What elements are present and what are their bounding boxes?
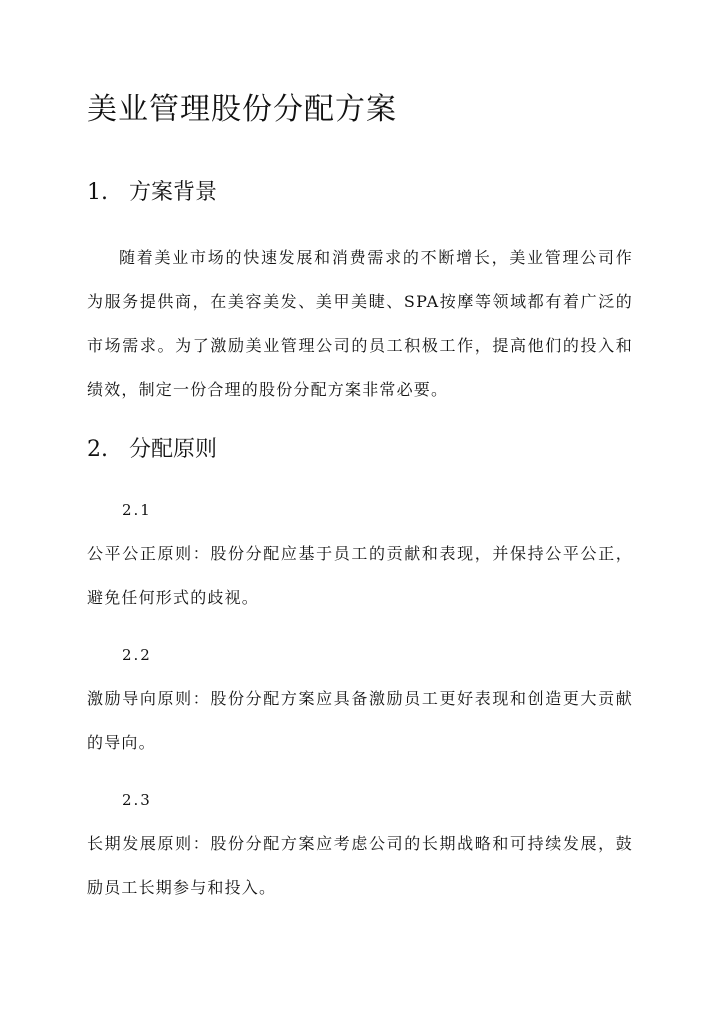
- document-title: 美业管理股份分配方案: [87, 92, 397, 127]
- section-title: 分配原则: [129, 437, 218, 462]
- section-title: 方案背景: [129, 180, 218, 205]
- section-number: 2.: [87, 437, 108, 462]
- background-paragraph: 随着美业市场的快速发展和消费需求的不断增长，美业管理公司作为服务提供商，在美容美发、美甲美睫、SPA按摩等领域都有着广泛的市场需求。为了激励美业管理公司的员工积极工作，提高他们的投入和绩效，制定一份合理的股份分配方案非常必要。: [87, 248, 633, 399]
- principle-paragraph: 激励导向原则：股份分配方案应具备激励员工更好表现和创造更大贡献的导向。: [87, 689, 633, 752]
- subsection-number: 2.2: [122, 646, 152, 664]
- section-heading-principles: [87, 432, 217, 463]
- principle-paragraph: 公平公正原则：股份分配应基于员工的贡献和表现，并保持公平公正，避免任何形式的歧视。: [87, 544, 633, 607]
- section-number: 1.: [87, 180, 108, 205]
- principle-paragraph: 长期发展原则：股份分配方案应考虑公司的长期战略和可持续发展，鼓励员工长期参与和投入。: [87, 834, 633, 897]
- subsection-number: 2.1: [122, 501, 152, 519]
- subsection-number: 2.3: [122, 791, 152, 809]
- section-heading-background: [87, 175, 217, 206]
